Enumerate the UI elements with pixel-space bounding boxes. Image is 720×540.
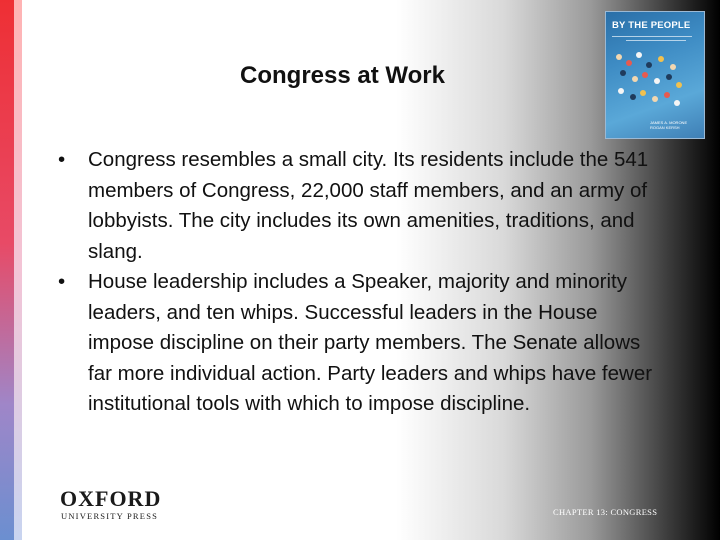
cover-author: ROGAN KERSH — [650, 125, 680, 130]
logo-wordmark: OXFORD — [60, 486, 162, 511]
bullet-list — [56, 145, 656, 420]
bullet-text: Congress resembles a small city. Its residents include the 541 members of Congress, 22,000 staff members, and an army of lobbyists. The city includes its own amenities, traditions, and slang. — [88, 148, 649, 263]
cover-subtitle-line — [612, 36, 692, 37]
logo-subtitle: UNIVERSITY PRESS — [61, 511, 159, 521]
bullet-marker: • — [58, 270, 66, 293]
bullet-item — [56, 267, 656, 420]
cover-author: JAMES A. MORONE — [650, 120, 688, 125]
oxford-logo — [52, 482, 174, 526]
book-cover-title: BY THE PEOPLE — [612, 20, 691, 31]
cover-subtitle-line — [626, 40, 686, 41]
cover-crowd-illustration — [614, 50, 684, 108]
book-cover-image — [606, 12, 704, 138]
bullet-marker: • — [58, 148, 66, 171]
slide-title: Congress at Work — [240, 62, 445, 89]
decorative-color-strip — [0, 0, 22, 540]
bullet-item — [56, 145, 656, 267]
decorative-strip-highlight — [14, 0, 22, 540]
book-cover-authors — [650, 120, 687, 130]
bullet-text: House leadership includes a Speaker, majority and minority leaders, and ten whips. Successful leaders in the House impose discipline on their party members. The Senate allows far more individual action. Party leaders and whips have fewer institutional tools with which to impose discipline. — [88, 270, 653, 415]
slide-footer: CHAPTER 13: CONGRESS — [553, 507, 658, 517]
